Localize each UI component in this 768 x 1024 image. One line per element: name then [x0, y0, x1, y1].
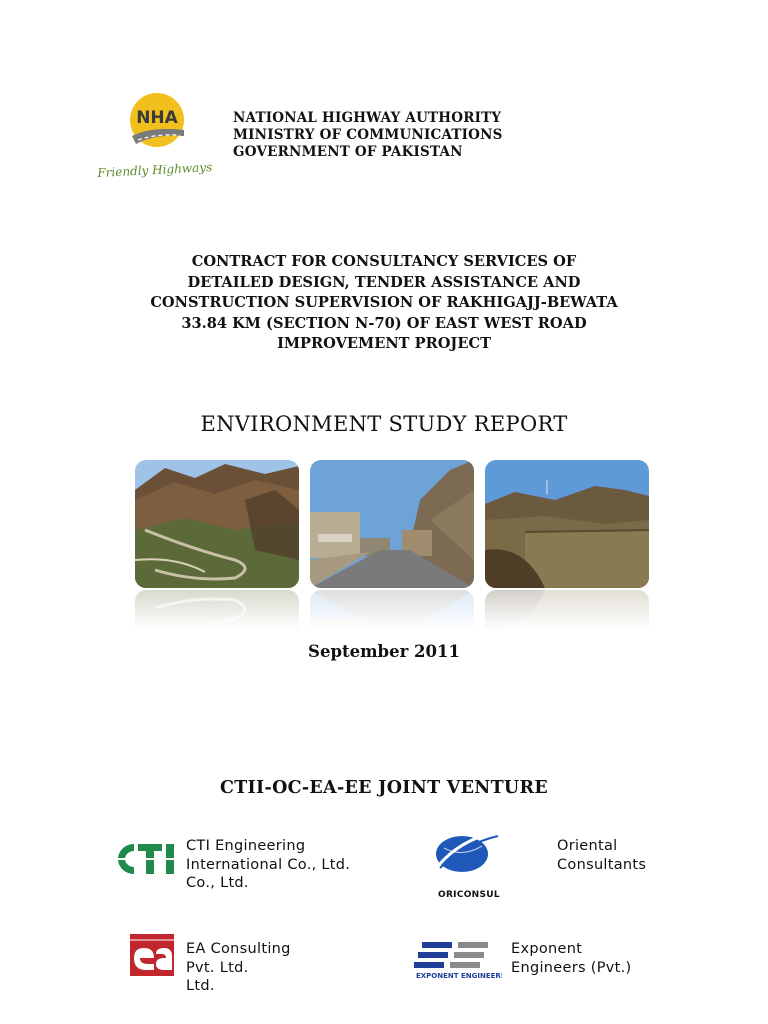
contract-title-line: 33.84 KM (SECTION N-70) OF EAST WEST ROAD	[181, 314, 587, 332]
contract-title-line: IMPROVEMENT PROJECT	[277, 335, 491, 352]
oriconsul-logo	[430, 828, 500, 874]
ea-logo	[130, 934, 174, 976]
nha-tagline: Friendly Highways	[97, 160, 213, 181]
nha-logo	[92, 92, 218, 186]
exponent-logo-text: EXPONENT ENGINEERS	[416, 972, 502, 980]
exponent-logo	[414, 940, 502, 980]
exponent-name-line: Exponent	[511, 941, 583, 957]
report-date: September 2011	[308, 642, 460, 661]
cti-name-line: International Co., Ltd.	[186, 856, 351, 873]
roadside-village-photo	[310, 460, 474, 632]
contract-title-line: CONSTRUCTION SUPERVISION OF RAKHIGAJJ-BEWATA	[150, 294, 618, 311]
exponent-name	[511, 940, 631, 977]
ea-name-line: EA Consulting	[186, 941, 291, 957]
authority-line: NATIONAL HIGHWAY AUTHORITY	[233, 110, 502, 126]
contract-title	[100, 252, 668, 355]
oc-name	[557, 837, 646, 874]
mountain-road-photo	[135, 460, 299, 632]
contract-title-line: CONTRACT FOR CONSULTANCY SERVICES OF	[191, 253, 577, 270]
nha-logo-text: NHA	[136, 108, 178, 128]
joint-venture-title: CTII-OC-EA-EE JOINT VENTURE	[220, 778, 548, 798]
report-title: ENVIRONMENT STUDY REPORT	[200, 412, 568, 436]
authority-line: MINISTRY OF COMMUNICATIONS	[233, 127, 503, 143]
ea-name	[186, 940, 291, 996]
cti-logo	[112, 840, 180, 878]
ea-name-line: Pvt. Ltd.	[186, 959, 249, 976]
authority-line: GOVERNMENT OF PAKISTAN	[233, 144, 463, 160]
authority-block	[233, 110, 503, 161]
oc-name-line: Oriental	[557, 838, 618, 854]
exponent-name-line: Engineers (Pvt.)	[511, 959, 632, 976]
oriconsul-abbr: ORICONSUL	[438, 890, 500, 900]
oc-name-line: Consultants	[557, 856, 647, 873]
ea-name-line: Ltd.	[186, 978, 215, 994]
cti-name-line: Co., Ltd.	[186, 875, 249, 891]
terraced-hills-photo	[485, 460, 649, 632]
contract-title-line: DETAILED DESIGN, TENDER ASSISTANCE AND	[187, 273, 581, 291]
cti-name-line: CTI Engineering	[186, 838, 306, 854]
cti-name	[186, 837, 350, 893]
